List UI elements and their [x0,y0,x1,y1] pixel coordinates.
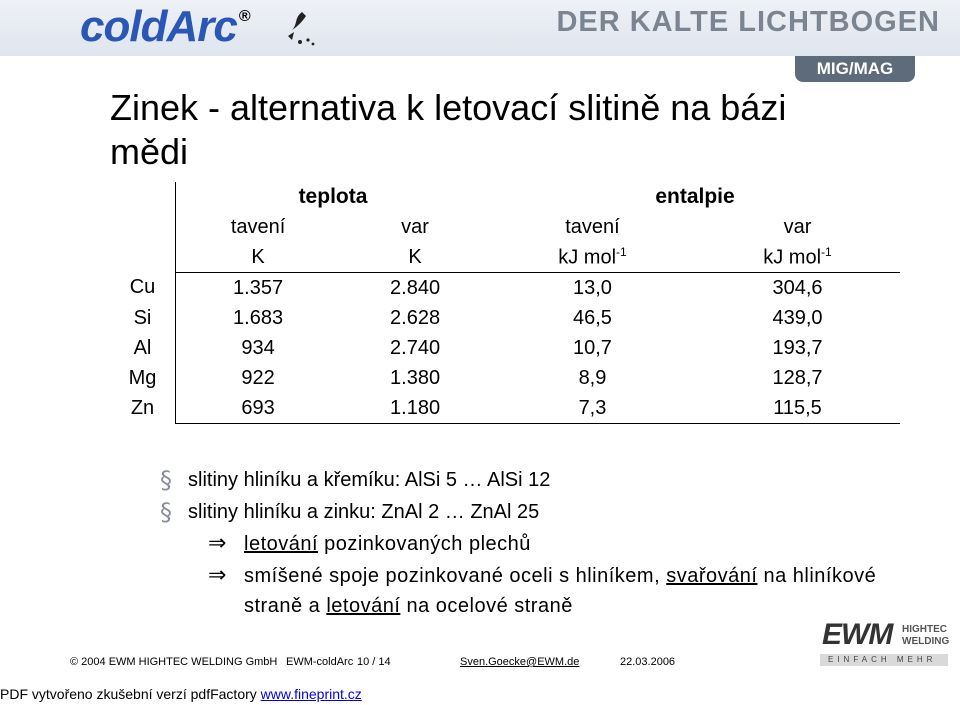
sub-header: tavení [230,215,286,238]
bullet-list [160,465,880,621]
pdf-note: PDF vytvořeno zkušební verzí pdfFactory www.fineprint.cz [0,686,362,702]
table-row: Al 934 2.740 10,7 193,7 [110,333,900,363]
list-item: § slitiny hliníku a zinku: ZnAl 2 … ZnAl 25 [160,498,540,526]
link-letovani[interactable]: letování [244,533,319,555]
group-header-entalpie: entalpie [655,185,735,208]
page-title: Zinek - alternativa k letovací slitině na bázi mědi [110,87,787,172]
table-row: Cu 1.357 2.840 13,0 304,6 [110,273,900,304]
fineprint-link[interactable]: www.fineprint.cz [260,686,362,702]
unit-header: kJ mol$^{-1}$ [695,242,900,273]
coldarc-logo: coldArc ® [80,2,250,51]
sub-header: tavení [565,215,620,238]
table-row: Si 1.683 2.628 46,5 439,0 [110,303,900,333]
unit-header: K [176,242,341,273]
group-header-teplota: teplota [298,185,368,208]
link-svarovani[interactable]: svařování [666,565,758,587]
list-item: § slitiny hliníku a křemíku: AlSi 5 … AlSi 12 [160,466,551,494]
doc-name: EWM-coldArc [286,656,354,668]
ewm-logo: EWM HIGHTEC WELDING EINFACH MEHR [822,618,950,664]
sub-list-item: ⇒ smíšené spoje pozinkované oceli s hliníkem, svařování na hliníkové straně a letování na ocelové straně [208,563,877,617]
properties-table [110,182,900,424]
link-letovani-2[interactable]: letování [326,595,401,617]
implies-arrow-icon: ⇒ [208,563,227,588]
sub-header: var [783,215,812,238]
table-row: Mg 922 1.380 8,9 128,7 [110,363,900,393]
copyright: © 2004 EWM HIGHTEC WELDING GmbH [70,656,278,668]
sub-list-item: ⇒ letování pozinkovaných plechů [208,529,880,559]
unit-header: K [340,242,490,273]
implies-arrow-icon: ⇒ [208,531,227,556]
unit-header: kJ mol$^{-1}$ [490,242,695,273]
tagline: DER KALTE LICHTBOGEN [556,6,940,38]
page-number: 10 / 14 [357,656,391,668]
section-bullet-icon: § [160,498,172,526]
header-banner [0,0,960,56]
table-row: Zn 693 1.180 7,3 115,5 [110,393,900,424]
section-bullet-icon: § [160,466,172,494]
mig-mag-badge: MIG/MAG [795,56,915,82]
spark-icon [280,10,320,50]
sub-header: var [401,215,429,238]
date: 22.03.2006 [620,656,676,668]
email-link[interactable]: Sven.Goecke@EWM.de [460,656,580,668]
